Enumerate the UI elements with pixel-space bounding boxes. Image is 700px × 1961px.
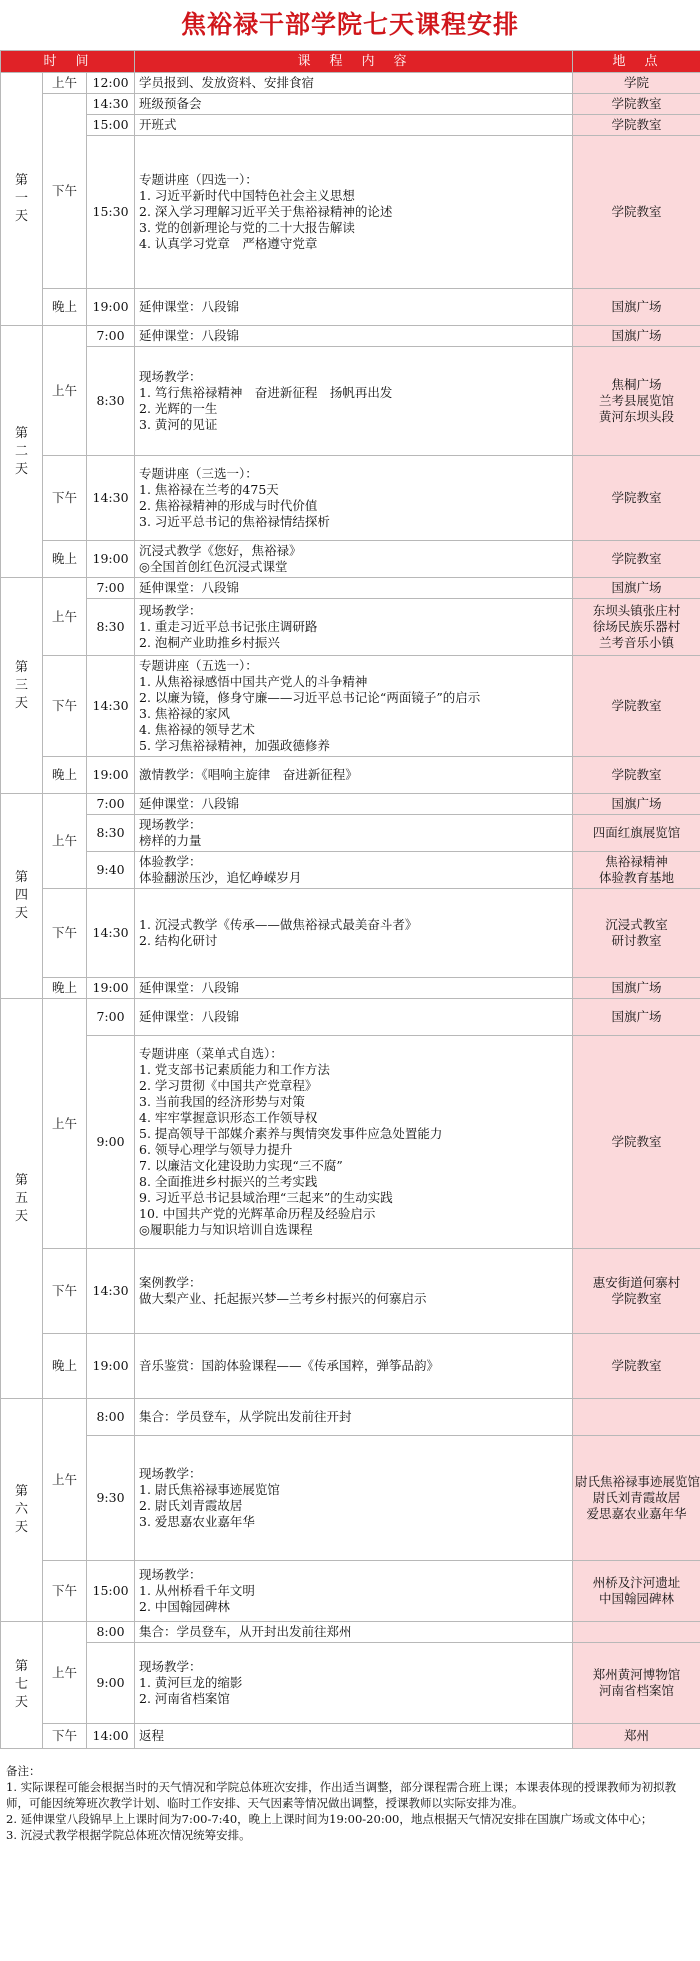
content-line: 专题讲座（三选一）：	[139, 466, 258, 481]
period-label: 上午	[43, 999, 87, 1249]
content-line: 4. 牢牢掌握意识形态工作领导权	[139, 1110, 318, 1125]
day-label	[1, 326, 43, 578]
content-line: 现场教学：	[139, 603, 202, 618]
session-content	[135, 1436, 573, 1561]
session-location	[573, 1622, 700, 1643]
content-line: 8. 全面推进乡村振兴的兰考实践	[139, 1174, 318, 1189]
day-label-text: 第四天	[14, 870, 28, 921]
table-row	[1, 115, 700, 136]
content-line: 沉浸式教学《您好，焦裕禄》	[139, 543, 302, 558]
day-label-text: 第六天	[14, 1484, 28, 1535]
session-content	[135, 1724, 573, 1749]
location-line: 学院教室	[611, 96, 662, 111]
table-row	[1, 136, 700, 289]
content-line: 做大梨产业、托起振兴梦—兰考乡村振兴的何寨启示	[139, 1291, 427, 1306]
table-row	[1, 578, 700, 599]
content-line: 专题讲座（五选一）：	[139, 658, 258, 673]
period-label: 下午	[43, 1724, 87, 1749]
location-line: 国旗广场	[611, 328, 662, 343]
session-location	[573, 599, 700, 656]
location-line: 学院教室	[611, 204, 662, 219]
content-line: 4. 焦裕禄的领导艺术	[139, 722, 255, 737]
location-line: 国旗广场	[611, 580, 662, 595]
location-line: 研讨教室	[611, 933, 662, 948]
table-row	[1, 757, 700, 794]
content-line: 体验翻淤压沙，追忆峥嵘岁月	[139, 870, 302, 885]
content-line: 9. 习近平总书记县域治理“三起来”的生动实践	[139, 1190, 393, 1205]
location-line: 中国翰园碑林	[599, 1591, 675, 1606]
session-time: 14:30	[87, 456, 135, 541]
location-line: 国旗广场	[611, 1009, 662, 1024]
location-line: 学院教室	[611, 698, 662, 713]
day-label	[1, 1399, 43, 1622]
session-time: 19:00	[87, 1334, 135, 1399]
content-line: 延伸课堂：八段锦	[139, 299, 240, 314]
day-label	[1, 578, 43, 794]
content-line: 2. 以廉为镜，修身守廉——习近平总书记论“两面镜子”的启示	[139, 690, 481, 705]
content-line: 学员报到、发放资料、安排食宿	[139, 75, 315, 90]
location-line: 学院教室	[611, 767, 662, 782]
location-line: 沉浸式教室	[605, 917, 668, 932]
location-line: 尉氏焦裕禄事迹展览馆	[575, 1474, 700, 1489]
content-line: 2. 泡桐产业助推乡村振兴	[139, 635, 280, 650]
session-location	[573, 978, 700, 999]
table-row	[1, 599, 700, 656]
content-line: 延伸课堂：八段锦	[139, 980, 240, 995]
table-row	[1, 999, 700, 1036]
content-line: 1. 尉氏焦裕禄事迹展览馆	[139, 1482, 280, 1497]
session-time: 15:00	[87, 115, 135, 136]
content-line: 4. 认真学习党章 严格遵守党章	[139, 236, 318, 251]
period-label: 上午	[43, 73, 87, 94]
schedule-table	[0, 50, 700, 1749]
content-line: 1. 党支部书记素质能力和工作方法	[139, 1062, 330, 1077]
content-line: 专题讲座（四选一）：	[139, 172, 258, 187]
session-location	[573, 852, 700, 889]
table-row	[1, 347, 700, 456]
period-label: 上午	[43, 794, 87, 889]
session-content	[135, 326, 573, 347]
period-label: 上午	[43, 326, 87, 456]
session-content	[135, 599, 573, 656]
table-header	[1, 51, 700, 73]
location-line: 爱思嘉农业嘉年华	[586, 1506, 687, 1521]
table-row	[1, 73, 700, 94]
session-time: 9:00	[87, 1036, 135, 1249]
session-time: 12:00	[87, 73, 135, 94]
day-label	[1, 999, 43, 1399]
session-content	[135, 115, 573, 136]
session-time: 8:30	[87, 815, 135, 852]
session-time: 15:30	[87, 136, 135, 289]
session-location	[573, 1724, 700, 1749]
session-time: 7:00	[87, 578, 135, 599]
session-location	[573, 1561, 700, 1622]
content-line: 现场教学：	[139, 817, 202, 832]
session-time: 9:00	[87, 1643, 135, 1724]
session-content	[135, 1249, 573, 1334]
session-location	[573, 1249, 700, 1334]
session-location	[573, 815, 700, 852]
session-time: 19:00	[87, 978, 135, 999]
period-label: 晚上	[43, 1334, 87, 1399]
day-label	[1, 73, 43, 326]
day-label	[1, 1622, 43, 1749]
session-content	[135, 794, 573, 815]
table-row	[1, 889, 700, 978]
day-label-text: 第七天	[14, 1659, 28, 1710]
location-line: 学院教室	[611, 490, 662, 505]
session-time: 19:00	[87, 289, 135, 326]
content-line: 3. 焦裕禄的家风	[139, 706, 230, 721]
session-content	[135, 347, 573, 456]
period-label: 上午	[43, 1399, 87, 1561]
period-label: 晚上	[43, 541, 87, 578]
location-line: 兰考音乐小镇	[599, 635, 675, 650]
session-content	[135, 1561, 573, 1622]
session-content	[135, 541, 573, 578]
content-line: 1. 从州桥看千年文明	[139, 1583, 255, 1598]
location-line: 焦桐广场	[611, 377, 662, 392]
content-line: 激情教学：《唱响主旋律 奋进新征程》	[139, 767, 358, 782]
session-location	[573, 1643, 700, 1724]
table-row	[1, 1622, 700, 1643]
session-time: 9:30	[87, 1436, 135, 1561]
location-line: 焦裕禄精神	[605, 854, 668, 869]
table-row	[1, 794, 700, 815]
location-line: 徐场民族乐器村	[592, 619, 681, 634]
content-line: 5. 提高领导干部媒介素养与舆情突发事件应急处置能力	[139, 1126, 443, 1141]
session-location	[573, 999, 700, 1036]
session-location	[573, 347, 700, 456]
content-line: 3. 当前我国的经济形势与对策	[139, 1094, 305, 1109]
session-content	[135, 1036, 573, 1249]
location-line: 东坝头镇张庄村	[592, 603, 681, 618]
session-location	[573, 1334, 700, 1399]
session-location	[573, 757, 700, 794]
session-content	[135, 815, 573, 852]
location-line: 学院教室	[611, 1134, 662, 1149]
content-line: 集合：学员登车，从开封出发前往郑州	[139, 1624, 352, 1639]
session-location	[573, 456, 700, 541]
content-line: 5. 学习焦裕禄精神，加强政德修养	[139, 738, 330, 753]
content-line: 2. 光辉的一生	[139, 401, 218, 416]
page-title: 焦裕禄干部学院七天课程安排	[180, 10, 519, 39]
content-line: 班级预备会	[139, 96, 202, 111]
header-time: 时 间	[1, 51, 135, 73]
content-line: 开班式	[139, 117, 177, 132]
notes-heading: 备注：	[6, 1764, 41, 1778]
period-label: 下午	[43, 456, 87, 541]
session-content	[135, 73, 573, 94]
location-line: 学院教室	[611, 551, 662, 566]
content-line: 6. 领导心理学与领导力提升	[139, 1142, 293, 1157]
content-line: 1. 沉浸式教学《传承——做焦裕禄式最美奋斗者》	[139, 917, 418, 932]
period-label: 下午	[43, 1249, 87, 1334]
table-row	[1, 326, 700, 347]
note-item: 3. 沉浸式教学根据学院总体班次情况统筹安排。	[6, 1828, 251, 1842]
day-label-text: 第二天	[14, 425, 28, 477]
location-line: 河南省档案馆	[599, 1683, 675, 1698]
location-line: 兰考县展览馆	[599, 393, 675, 408]
content-line: 2. 河南省档案馆	[139, 1691, 230, 1706]
session-content	[135, 889, 573, 978]
location-line: 郑州	[624, 1728, 650, 1743]
table-row	[1, 1036, 700, 1249]
content-line: 案例教学：	[139, 1275, 202, 1290]
table-row	[1, 978, 700, 999]
content-line: 2. 学习贯彻《中国共产党章程》	[139, 1078, 318, 1093]
session-location	[573, 794, 700, 815]
session-location	[573, 1436, 700, 1561]
location-line: 尉氏刘青霞故居	[592, 1490, 681, 1505]
location-line: 学院教室	[611, 1291, 662, 1306]
session-time: 7:00	[87, 999, 135, 1036]
session-time: 7:00	[87, 794, 135, 815]
period-label: 晚上	[43, 978, 87, 999]
notes	[0, 1749, 700, 1843]
session-content	[135, 999, 573, 1036]
content-line: 音乐鉴赏：国韵体验课程——《传承国粹，弹筝品韵》	[139, 1358, 440, 1373]
session-time: 14:30	[87, 94, 135, 115]
content-line: 现场教学：	[139, 1567, 202, 1582]
content-line: 7. 以廉洁文化建设助力实现“三不腐”	[139, 1158, 343, 1173]
content-line: 3. 党的创新理论与党的二十大报告解读	[139, 220, 355, 235]
table-row	[1, 289, 700, 326]
table-row	[1, 1249, 700, 1334]
session-time: 8:30	[87, 347, 135, 456]
session-content	[135, 136, 573, 289]
session-location	[573, 656, 700, 757]
period-label: 下午	[43, 889, 87, 978]
session-content	[135, 656, 573, 757]
period-label: 下午	[43, 656, 87, 757]
session-content	[135, 1643, 573, 1724]
session-time: 14:30	[87, 889, 135, 978]
session-time: 7:00	[87, 326, 135, 347]
note-item: 2. 延伸课堂八段锦早上上课时间为7:00-7:40，晚上上课时间为19:00-20:00，地点根据天气情况安排在国旗广场或文体中心；	[6, 1812, 653, 1826]
session-content	[135, 1399, 573, 1436]
content-line: 现场教学：	[139, 1659, 202, 1674]
day-label	[1, 794, 43, 999]
session-location	[573, 578, 700, 599]
table-row	[1, 1334, 700, 1399]
period-label: 上午	[43, 578, 87, 656]
day-label-text: 第三天	[14, 659, 28, 711]
period-label: 上午	[43, 1622, 87, 1724]
session-location	[573, 73, 700, 94]
location-line: 惠安街道何寨村	[592, 1275, 681, 1290]
table-row	[1, 456, 700, 541]
content-line: 延伸课堂：八段锦	[139, 1009, 240, 1024]
note-item: 1. 实际课程可能会根据当时的天气情况和学院总体班次安排，作出适当调整，部分课程需合班上课；本课表体现的授课教师为初拟教师，可能因统筹班次教学计划、临时工作安排、天气因素等情况做出调整，授课教师以实际安排为准。	[6, 1780, 677, 1810]
day-label-text: 第一天	[14, 173, 28, 224]
session-content	[135, 289, 573, 326]
session-time: 19:00	[87, 541, 135, 578]
table-row	[1, 541, 700, 578]
session-location	[573, 1399, 700, 1436]
period-label: 晚上	[43, 757, 87, 794]
content-line: 延伸课堂：八段锦	[139, 328, 240, 343]
session-content	[135, 578, 573, 599]
location-line: 州桥及汴河遗址	[592, 1575, 681, 1590]
session-content	[135, 456, 573, 541]
period-label: 晚上	[43, 289, 87, 326]
content-line: 榜样的力量	[139, 833, 202, 848]
content-line: 3. 习近平总书记的焦裕禄情结探析	[139, 514, 330, 529]
table-row	[1, 1436, 700, 1561]
content-line: 现场教学：	[139, 369, 202, 384]
content-line: ◎全国首创红色沉浸式课堂	[139, 559, 288, 574]
session-location	[573, 889, 700, 978]
table-row	[1, 815, 700, 852]
session-time: 8:00	[87, 1399, 135, 1436]
content-line: 1. 笃行焦裕禄精神 奋进新征程 扬帆再出发	[139, 385, 393, 400]
content-line: 2. 尉氏刘青霞故居	[139, 1498, 243, 1513]
session-time: 8:00	[87, 1622, 135, 1643]
session-time: 14:30	[87, 656, 135, 757]
location-line: 学院教室	[611, 1358, 662, 1373]
period-label: 下午	[43, 1561, 87, 1622]
content-line: 1. 焦裕禄在兰考的475天	[139, 482, 279, 497]
content-line: 1. 习近平新时代中国特色社会主义思想	[139, 188, 355, 203]
content-line: ◎履职能力与知识培训自选课程	[139, 1222, 313, 1237]
table-row	[1, 852, 700, 889]
content-line: 延伸课堂：八段锦	[139, 580, 240, 595]
session-content	[135, 1622, 573, 1643]
content-line: 3. 爱思嘉农业嘉年华	[139, 1514, 255, 1529]
schedule-body	[1, 73, 700, 1749]
content-line: 1. 黄河巨龙的缩影	[139, 1675, 243, 1690]
content-line: 返程	[139, 1728, 165, 1743]
content-line: 2. 深入学习理解习近平关于焦裕禄精神的论述	[139, 204, 393, 219]
session-location	[573, 289, 700, 326]
session-content	[135, 852, 573, 889]
session-content	[135, 1334, 573, 1399]
content-line: 体验教学：	[139, 854, 202, 869]
session-location	[573, 136, 700, 289]
session-location	[573, 115, 700, 136]
header-location: 地 点	[573, 51, 700, 73]
session-content	[135, 94, 573, 115]
location-line: 学院教室	[611, 117, 662, 132]
location-line: 学院	[624, 75, 650, 90]
content-line: 专题讲座（菜单式自选）：	[139, 1046, 283, 1061]
session-location	[573, 94, 700, 115]
session-time: 15:00	[87, 1561, 135, 1622]
session-time: 19:00	[87, 757, 135, 794]
table-row	[1, 1561, 700, 1622]
session-time: 14:30	[87, 1249, 135, 1334]
header-content: 课 程 内 容	[135, 51, 573, 73]
session-content	[135, 757, 573, 794]
location-line: 国旗广场	[611, 299, 662, 314]
location-line: 黄河东坝头段	[599, 409, 675, 424]
table-row	[1, 1724, 700, 1749]
session-time: 14:00	[87, 1724, 135, 1749]
table-row	[1, 1643, 700, 1724]
content-line: 3. 黄河的见证	[139, 417, 218, 432]
location-line: 国旗广场	[611, 980, 662, 995]
location-line: 四面红旗展览馆	[592, 825, 681, 840]
session-time: 8:30	[87, 599, 135, 656]
location-line: 体验教育基地	[599, 870, 675, 885]
table-row	[1, 1399, 700, 1436]
session-location	[573, 1036, 700, 1249]
content-line: 延伸课堂：八段锦	[139, 796, 240, 811]
content-line: 10. 中国共产党的光辉革命历程及经验启示	[139, 1206, 376, 1221]
session-location	[573, 541, 700, 578]
location-line: 国旗广场	[611, 796, 662, 811]
content-line: 1. 重走习近平总书记张庄调研路	[139, 619, 318, 634]
table-row	[1, 94, 700, 115]
session-location	[573, 326, 700, 347]
content-line: 集合：学员登车，从学院出发前往开封	[139, 1409, 352, 1424]
session-content	[135, 978, 573, 999]
content-line: 现场教学：	[139, 1466, 202, 1481]
location-line: 郑州黄河博物馆	[592, 1667, 681, 1682]
session-time: 9:40	[87, 852, 135, 889]
period-label: 下午	[43, 94, 87, 289]
content-line: 1. 从焦裕禄感悟中国共产党人的斗争精神	[139, 674, 368, 689]
content-line: 2. 焦裕禄精神的形成与时代价值	[139, 498, 318, 513]
content-line: 2. 结构化研讨	[139, 933, 218, 948]
day-label-text: 第五天	[14, 1172, 28, 1224]
table-row	[1, 656, 700, 757]
content-line: 2. 中国翰园碑林	[139, 1599, 230, 1614]
